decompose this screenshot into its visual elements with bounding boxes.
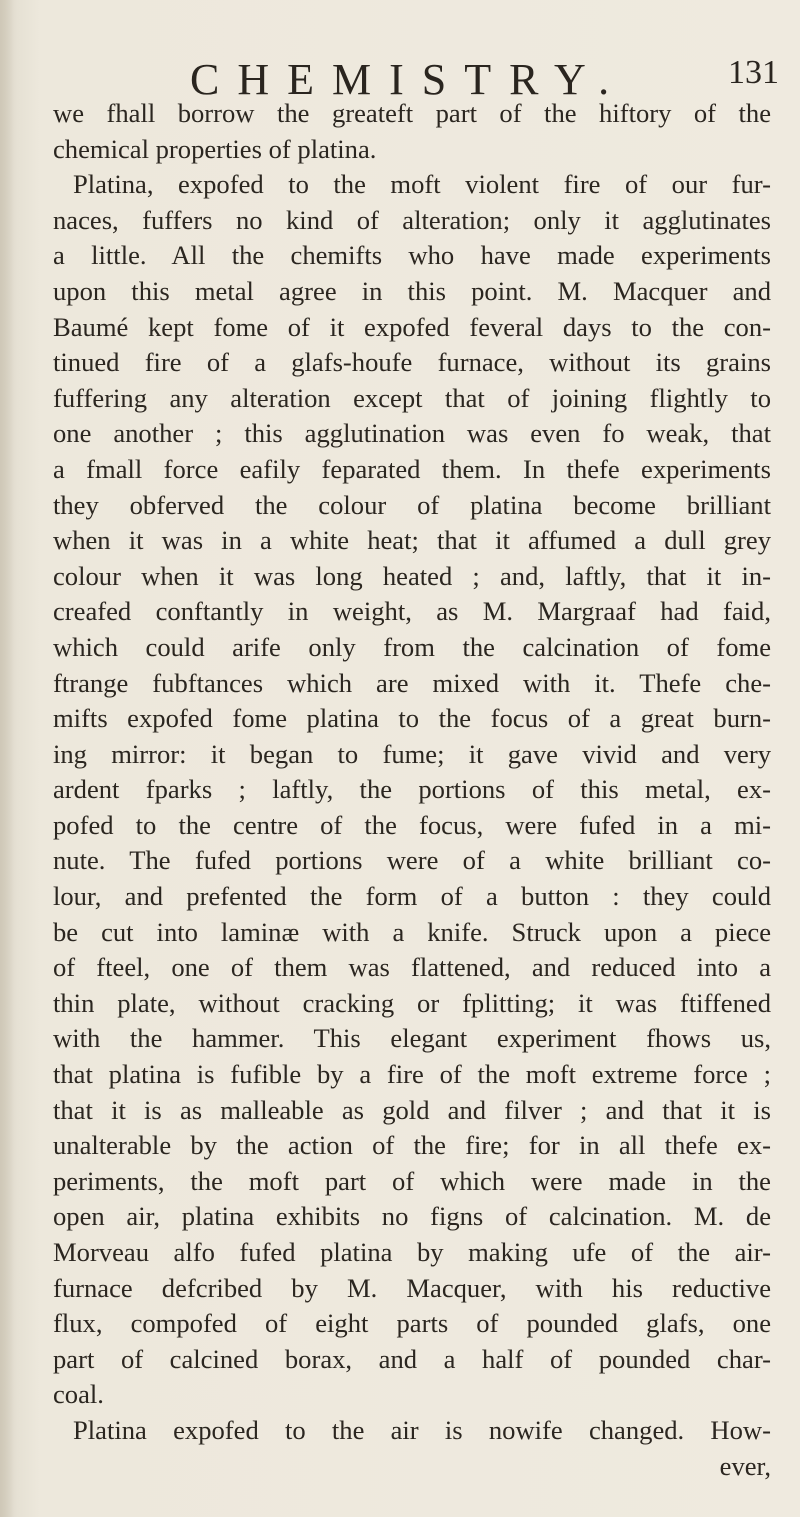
text-line: that platina is fufible by a fire of the moft extreme force ;: [53, 1059, 771, 1090]
body-text: [53, 96, 771, 1484]
text-line: Platina expofed to the air is nowife changed. How-: [73, 1414, 771, 1445]
page-binding-shadow: [0, 0, 14, 1517]
page-header: [0, 42, 800, 102]
page-number: 131: [728, 54, 779, 91]
text-line: a little. All the chemifts who have made experiments: [53, 240, 771, 271]
text-line: which could arife only from the calcination of fome: [53, 631, 771, 662]
text-line: flux, compofed of eight parts of pounded glafs, one: [53, 1308, 771, 1339]
running-title: CHEMISTRY.: [190, 55, 628, 104]
text-line: colour when it was long heated ; and, laftly, that it in-: [53, 560, 771, 591]
text-line: Baumé kept fome of it expofed feveral days to the con-: [53, 311, 771, 342]
text-line: Platina, expofed to the moft violent fire of our fur-: [73, 169, 771, 200]
text-line: thin plate, without cracking or fplitting; it was ftiffened: [53, 987, 771, 1018]
text-line: periments, the moft part of which were made in the: [53, 1165, 771, 1196]
text-line: mifts expofed fome platina to the focus of a great burn-: [53, 703, 771, 734]
text-line: ftrange fubftances which are mixed with it. Thefe che-: [53, 667, 771, 698]
text-line: pofed to the centre of the focus, were fufed in a mi-: [53, 809, 771, 840]
text-line: chemical properties of platina.: [53, 133, 377, 164]
text-line: Morveau alfo fufed platina by making ufe of the air-: [53, 1237, 771, 1267]
text-line: one another ; this agglutination was even fo weak, that: [53, 418, 771, 449]
text-line: they obferved the colour of platina become brilliant: [53, 489, 771, 520]
text-line: coal.: [53, 1379, 104, 1410]
text-line: nute. The fufed portions were of a white brilliant co-: [53, 845, 771, 876]
text-line: ardent fparks ; laftly, the portions of this metal, ex-: [53, 774, 771, 805]
text-line: fuffering any alteration except that of joining flightly to: [53, 382, 771, 413]
text-line: with the hammer. This elegant experiment fhows us,: [53, 1023, 771, 1054]
text-line: naces, fuffers no kind of alteration; only it agglutinates: [53, 204, 771, 235]
text-line: open air, platina exhibits no figns of calcination. M. de: [53, 1201, 771, 1232]
text-line: tinued fire of a glafs-houfe furnace, without its grains: [53, 347, 771, 378]
text-line: ing mirror: it began to fume; it gave vivid and very: [53, 738, 771, 769]
text-line: furnace defcribed by M. Macquer, with his reductive: [53, 1272, 771, 1303]
text-line: a fmall force eafily feparated them. In thefe experiments: [53, 453, 771, 484]
text-line: upon this metal agree in this point. M. Macquer and: [53, 275, 771, 306]
text-line: creafed conftantly in weight, as M. Margraaf had faid,: [53, 596, 771, 627]
text-line: be cut into laminæ with a knife. Struck upon a piece: [53, 916, 771, 947]
text-line: unalterable by the action of the fire; for in all thefe ex-: [53, 1130, 771, 1161]
text-line: that it is as malleable as gold and filver ; and that it is: [53, 1094, 771, 1125]
text-line: part of calcined borax, and a half of pounded char-: [53, 1343, 771, 1374]
text-line: when it was in a white heat; that it affumed a dull grey: [53, 525, 771, 556]
text-line: lour, and prefented the form of a button : they could: [53, 881, 771, 912]
text-line: ever,: [719, 1450, 771, 1481]
text-line: of fteel, one of them was flattened, and reduced into a: [53, 952, 771, 983]
text-line: we fhall borrow the greateft part of the hiftory of the: [53, 98, 771, 128]
